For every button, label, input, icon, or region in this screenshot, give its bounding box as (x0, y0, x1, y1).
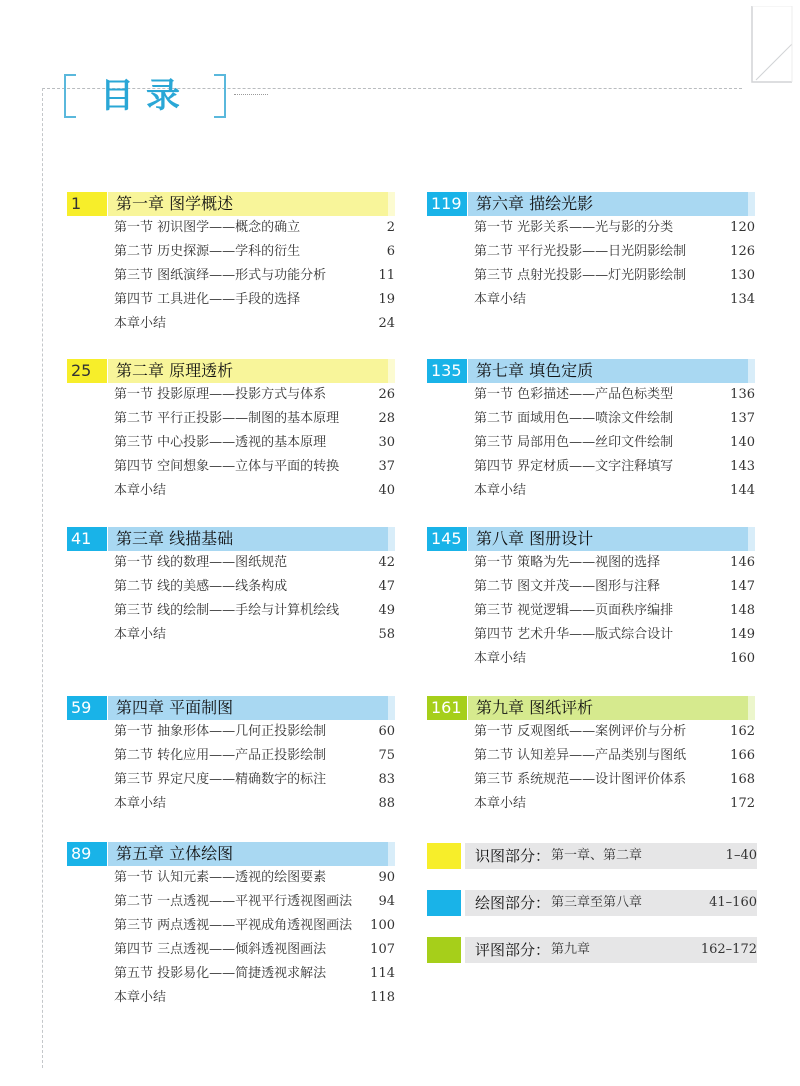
section-page-number: 140 (730, 435, 755, 450)
section-title: 本章小结 (474, 796, 527, 811)
section-row[interactable] (114, 407, 395, 431)
section-page-number: 134 (730, 292, 755, 307)
section-title: 第二节 一点透视——平视平行透视图画法 (114, 894, 353, 909)
section-row[interactable] (114, 938, 395, 962)
chapter-block (67, 696, 395, 816)
title-dotted-line (234, 94, 268, 95)
section-page-number: 114 (370, 966, 395, 981)
section-page-number: 146 (730, 555, 755, 570)
chapter-block (427, 527, 755, 671)
section-page-number: 28 (378, 411, 395, 426)
chapter-start-page: 59 (67, 696, 107, 720)
legend-color-swatch (427, 890, 461, 916)
legend-description: 第三章至第八章 (551, 895, 643, 910)
section-page-number: 137 (730, 411, 755, 426)
section-title: 第一节 投影原理——投影方式与体系 (114, 387, 327, 402)
chapter-start-page: 145 (427, 527, 467, 551)
section-title: 第四节 艺术升华——版式综合设计 (474, 627, 674, 642)
section-title: 第三节 点射光投影——灯光阴影绘制 (474, 268, 687, 283)
legend-page-range: 1–40 (725, 848, 757, 863)
section-title: 本章小结 (474, 483, 527, 498)
right-bracket (214, 74, 226, 118)
section-page-number: 83 (378, 772, 395, 787)
chapter-start-page: 161 (427, 696, 467, 720)
section-page-number: 120 (730, 220, 755, 235)
section-page-number: 162 (730, 724, 755, 739)
legend-label: 评图部分： (475, 941, 551, 959)
section-page-number: 143 (730, 459, 755, 474)
chapter-title: 第一章 图学概述 (108, 192, 395, 216)
chapter-title: 第九章 图纸评析 (468, 696, 755, 720)
section-page-number: 2 (386, 220, 395, 235)
section-title: 本章小结 (114, 316, 167, 331)
section-row[interactable] (114, 744, 395, 768)
section-page-number: 147 (730, 579, 755, 594)
section-title: 第一节 线的数理——图纸规范 (114, 555, 288, 570)
legend-box (465, 937, 757, 963)
section-row[interactable] (474, 551, 755, 575)
legend-description: 第一章、第二章 (551, 848, 643, 863)
section-title: 第二节 平行正投影——制图的基本原理 (114, 411, 340, 426)
section-page-number: 107 (370, 942, 395, 957)
section-title: 第一节 抽象形体——几何正投影绘制 (114, 724, 327, 739)
chapter-title: 第八章 图册设计 (468, 527, 755, 551)
section-page-number: 6 (386, 244, 395, 259)
section-row[interactable] (474, 768, 755, 792)
section-row[interactable] (114, 551, 395, 575)
section-page-number: 118 (370, 990, 395, 1005)
section-page-number: 172 (730, 796, 755, 811)
section-row[interactable] (114, 720, 395, 744)
section-page-number: 11 (378, 268, 395, 283)
section-row[interactable] (114, 288, 395, 312)
chapter-header[interactable] (427, 359, 755, 383)
section-page-number: 37 (378, 459, 395, 474)
chapter-title: 第二章 原理透析 (108, 359, 395, 383)
section-row[interactable] (474, 479, 755, 503)
section-row[interactable] (474, 431, 755, 455)
legend-description: 第九章 (551, 942, 591, 957)
section-row[interactable] (114, 240, 395, 264)
chapter-header[interactable] (427, 696, 755, 720)
section-title: 第一节 光影关系——光与影的分类 (474, 220, 674, 235)
corner-fold-icon (684, 6, 794, 86)
section-title: 第三节 图纸演绎——形式与功能分析 (114, 268, 327, 283)
section-row[interactable] (114, 962, 395, 986)
chapter-start-page: 119 (427, 192, 467, 216)
chapter-block (67, 192, 395, 336)
section-title: 第二节 平行光投影——日光阴影绘制 (474, 244, 687, 259)
section-row[interactable] (114, 986, 395, 1010)
chapter-start-page: 135 (427, 359, 467, 383)
section-row[interactable] (474, 240, 755, 264)
section-title: 第三节 视觉逻辑——页面秩序编排 (474, 603, 674, 618)
section-row[interactable] (114, 383, 395, 407)
section-page-number: 49 (378, 603, 395, 618)
section-title: 本章小结 (114, 483, 167, 498)
section-title: 第一节 策略为先——视图的选择 (474, 555, 661, 570)
section-page-number: 30 (378, 435, 395, 450)
section-row[interactable] (114, 768, 395, 792)
chapter-start-page: 41 (67, 527, 107, 551)
section-title: 第二节 面域用色——喷涂文件绘制 (474, 411, 674, 426)
section-page-number: 149 (730, 627, 755, 642)
section-title: 本章小结 (474, 292, 527, 307)
chapter-header[interactable] (67, 527, 395, 551)
section-title: 第四节 三点透视——倾斜透视图画法 (114, 942, 327, 957)
section-row[interactable] (474, 264, 755, 288)
section-title: 第三节 两点透视——平视成角透视图画法 (114, 918, 353, 933)
chapter-title: 第七章 填色定质 (468, 359, 755, 383)
legend-color-swatch (427, 843, 461, 869)
section-row[interactable] (114, 264, 395, 288)
frame-left-line (42, 88, 43, 1068)
chapter-block (427, 192, 755, 312)
section-title: 第四节 界定材质——文字注释填写 (474, 459, 674, 474)
section-row[interactable] (474, 623, 755, 647)
section-page-number: 19 (378, 292, 395, 307)
section-row[interactable] (474, 792, 755, 816)
chapter-title: 第五章 立体绘图 (108, 842, 395, 866)
section-row[interactable] (114, 599, 395, 623)
legend-row (427, 843, 757, 869)
legend-page-range: 41–160 (709, 895, 757, 910)
section-title: 本章小结 (114, 796, 167, 811)
chapter-header[interactable] (67, 359, 395, 383)
section-row[interactable] (474, 383, 755, 407)
section-page-number: 75 (378, 748, 395, 763)
section-row[interactable] (114, 575, 395, 599)
section-title: 第四节 工具进化——手段的选择 (114, 292, 301, 307)
chapter-block (67, 359, 395, 503)
section-row[interactable] (114, 431, 395, 455)
section-page-number: 100 (370, 918, 395, 933)
chapter-title: 第三章 线描基础 (108, 527, 395, 551)
section-title: 本章小结 (114, 990, 167, 1005)
legend-box (465, 890, 757, 916)
section-page-number: 168 (730, 772, 755, 787)
section-row[interactable] (114, 890, 395, 914)
section-page-number: 94 (378, 894, 395, 909)
chapter-block (67, 527, 395, 647)
chapter-header[interactable] (67, 842, 395, 866)
section-page-number: 166 (730, 748, 755, 763)
section-page-number: 24 (378, 316, 395, 331)
section-title: 第三节 局部用色——丝印文件绘制 (474, 435, 674, 450)
section-row[interactable] (474, 599, 755, 623)
chapter-block (67, 842, 395, 1010)
left-bracket (64, 74, 76, 118)
section-title: 第一节 初识图学——概念的确立 (114, 220, 301, 235)
chapter-title: 第四章 平面制图 (108, 696, 395, 720)
section-row[interactable] (114, 455, 395, 479)
chapter-header[interactable] (427, 527, 755, 551)
section-title: 第一节 色彩描述——产品色标类型 (474, 387, 674, 402)
section-row[interactable] (114, 216, 395, 240)
section-row[interactable] (474, 744, 755, 768)
section-row[interactable] (114, 623, 395, 647)
section-title: 第一节 反观图纸——案例评价与分析 (474, 724, 687, 739)
section-row[interactable] (474, 288, 755, 312)
section-title: 第二节 线的美感——线条构成 (114, 579, 288, 594)
chapter-block (427, 359, 755, 503)
section-title: 第二节 历史探源——学科的衍生 (114, 244, 301, 259)
legend-label: 绘图部分： (475, 894, 551, 912)
section-page-number: 26 (378, 387, 395, 402)
chapter-start-page: 25 (67, 359, 107, 383)
section-page-number: 42 (378, 555, 395, 570)
section-title: 第二节 认知差异——产品类别与图纸 (474, 748, 687, 763)
legend-page-range: 162–172 (700, 942, 757, 957)
section-page-number: 148 (730, 603, 755, 618)
section-page-number: 160 (730, 651, 755, 666)
section-page-number: 47 (378, 579, 395, 594)
section-title: 第五节 投影易化——简捷透视求解法 (114, 966, 327, 981)
chapter-start-page: 89 (67, 842, 107, 866)
legend-row (427, 937, 757, 963)
section-title: 本章小结 (114, 627, 167, 642)
section-title: 第三节 线的绘制——手绘与计算机绘线 (114, 603, 340, 618)
section-page-number: 88 (378, 796, 395, 811)
section-row[interactable] (114, 479, 395, 503)
section-title: 第一节 认知元素——透视的绘图要素 (114, 870, 327, 885)
section-row[interactable] (114, 312, 395, 336)
page-title: 目录 (100, 76, 192, 116)
chapter-block (427, 696, 755, 816)
section-page-number: 126 (730, 244, 755, 259)
section-title: 第三节 中心投影——透视的基本原理 (114, 435, 327, 450)
section-page-number: 58 (378, 627, 395, 642)
section-title: 第二节 图文并茂——图形与注释 (474, 579, 661, 594)
section-page-number: 136 (730, 387, 755, 402)
section-row[interactable] (474, 407, 755, 431)
section-page-number: 90 (378, 870, 395, 885)
legend-label: 识图部分： (475, 847, 551, 865)
section-row[interactable] (114, 914, 395, 938)
section-title: 本章小结 (474, 651, 527, 666)
section-row[interactable] (474, 216, 755, 240)
section-row[interactable] (474, 575, 755, 599)
chapter-title: 第六章 描绘光影 (468, 192, 755, 216)
section-row[interactable] (114, 866, 395, 890)
section-page-number: 60 (378, 724, 395, 739)
section-row[interactable] (474, 720, 755, 744)
legend-row (427, 890, 757, 916)
chapter-header[interactable] (427, 192, 755, 216)
section-row[interactable] (114, 792, 395, 816)
chapter-header[interactable] (67, 192, 395, 216)
section-row[interactable] (474, 647, 755, 671)
legend-color-swatch (427, 937, 461, 963)
section-title: 第三节 界定尺度——精确数字的标注 (114, 772, 327, 787)
section-row[interactable] (474, 455, 755, 479)
section-page-number: 40 (378, 483, 395, 498)
section-page-number: 130 (730, 268, 755, 283)
legend-box (465, 843, 757, 869)
chapter-start-page: 1 (67, 192, 107, 216)
section-title: 第三节 系统规范——设计图评价体系 (474, 772, 687, 787)
section-title: 第二节 转化应用——产品正投影绘制 (114, 748, 327, 763)
section-title: 第四节 空间想象——立体与平面的转换 (114, 459, 340, 474)
section-page-number: 144 (730, 483, 755, 498)
chapter-header[interactable] (67, 696, 395, 720)
